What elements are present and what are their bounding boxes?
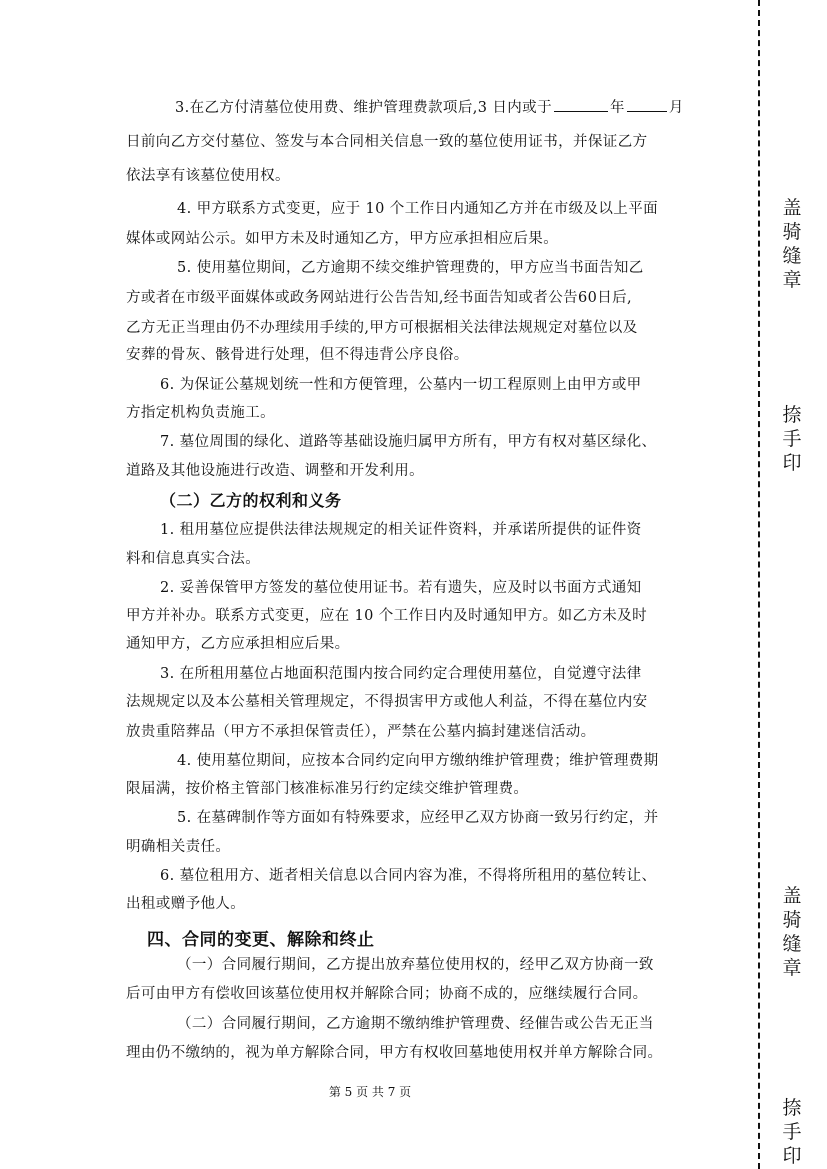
body-line: 通知甲方，乙方应承担相应后果。: [126, 636, 350, 652]
thumbprint-label-top: [780, 403, 804, 475]
seal-char: 骑: [782, 221, 802, 243]
thumb-char: 印: [782, 1145, 802, 1167]
body-line: 出租或赠予他人。: [126, 896, 246, 912]
body-line: 依法享有该墓位使用权。: [126, 168, 290, 184]
heading-section-4: 四、合同的变更、解除和终止: [147, 930, 375, 950]
body-line: 6. 墓位租用方、逝者相关信息以合同内容为准，不得将所租用的墓位转让、: [160, 868, 657, 884]
body-line: 5. 在墓碑制作等方面如有特殊要求，应经甲乙双方协商一致另行约定，并: [177, 810, 659, 826]
body-line: 3. 在所租用墓位占地面积范围内按合同约定合理使用墓位，自觉遵守法律: [160, 666, 642, 682]
seam-seal-label-bottom: [780, 884, 804, 980]
seam-seal-label-top: [780, 196, 804, 292]
blank-year-field: [554, 97, 608, 112]
seal-char: 骑: [782, 909, 802, 931]
body-line: 6. 为保证公墓规划统一性和方便管理，公墓内一切工程原则上由甲方或甲: [160, 377, 642, 393]
body-line: 日前向乙方交付墓位、签发与本合同相关信息一致的墓位使用证书，并保证乙方: [126, 134, 648, 150]
body-line: 甲方并补办。联系方式变更，应在 10 个工作日内及时通知甲方。如乙方未及时: [126, 608, 647, 624]
clause-a3-line1: [175, 97, 735, 118]
body-line: 1. 租用墓位应提供法律法规规定的相关证件资料，并承诺所提供的证件资: [160, 522, 642, 538]
body-line: 4. 使用墓位期间，应按本合同约定向甲方缴纳维护管理费；维护管理费期: [177, 753, 659, 769]
body-line: 方指定机构负责施工。: [126, 405, 275, 421]
thumb-char: 捺: [782, 1097, 802, 1119]
body-line: 媒体或网站公示。如甲方未及时通知乙方，甲方应承担相应后果。: [126, 231, 559, 247]
seal-char: 章: [782, 957, 802, 979]
thumb-char: 捺: [782, 404, 802, 426]
body-line: 道路及其他设施进行改造、调整和开发利用。: [126, 463, 424, 479]
body-line: 法规规定以及本公墓相关管理规定，不得损害甲方或他人利益，不得在墓位内安: [126, 694, 648, 710]
thumbprint-label-bottom: [780, 1096, 804, 1168]
body-line: （一）合同履行期间，乙方提出放弃墓位使用权的，经甲乙双方协商一致: [177, 957, 654, 973]
seal-char: 盖: [782, 197, 802, 219]
heading-party-b-rights: （二）乙方的权利和义务: [160, 491, 342, 510]
body-line: 乙方无正当理由仍不办理续用手续的,甲方可根据相关法律法规规定对墓位以及: [126, 320, 638, 336]
body-line: 限届满，按价格主管部门核准标准另行约定续交维护管理费。: [126, 781, 529, 797]
thumb-char: 印: [782, 452, 802, 474]
body-line: 后可由甲方有偿收回该墓位使用权并解除合同；协商不成的，应继续履行合同。: [126, 986, 648, 1002]
clause-a3-text: 3.在乙方付清墓位使用费、维护管理费款项后,3 日内或于: [175, 100, 552, 116]
seal-char: 章: [782, 269, 802, 291]
thumb-char: 手: [782, 428, 802, 450]
year-label: 年: [609, 100, 625, 116]
seal-char: 盖: [782, 885, 802, 907]
seal-char: 缝: [782, 245, 802, 267]
page-footer: 第 5 页 共 7 页: [328, 1085, 412, 1099]
body-line: 2. 妥善保管甲方签发的墓位使用证书。若有遗失，应及时以书面方式通知: [160, 580, 642, 596]
body-line: 方或者在市级平面媒体或政务网站进行公告告知,经书面告知或者公告60日后,: [126, 290, 633, 306]
body-line: 7. 墓位周围的绿化、道路等基础设施归属甲方所有，甲方有权对墓区绿化、: [160, 434, 657, 450]
body-line: 料和信息真实合法。: [126, 551, 261, 567]
body-line: 明确相关责任。: [126, 839, 231, 855]
month-label: 月: [668, 100, 684, 116]
thumb-char: 手: [782, 1121, 802, 1143]
blank-month-field: [627, 97, 667, 112]
body-line: 理由仍不缴纳的，视为单方解除合同，甲方有权收回墓地使用权并单方解除合同。: [126, 1045, 663, 1061]
body-line: 5. 使用墓位期间，乙方逾期不续交维护管理费的，甲方应当书面告知乙: [177, 260, 644, 276]
body-line: 安葬的骨灰、骸骨进行处理，但不得违背公序良俗。: [126, 347, 469, 363]
body-line: 放贵重陪葬品（甲方不承担保管责任），严禁在公墓内搞封建迷信活动。: [126, 724, 596, 740]
seam-dashed-line: [758, 0, 760, 1169]
seal-char: 缝: [782, 933, 802, 955]
body-line: 4. 甲方联系方式变更，应于 10 个工作日内通知乙方并在市级及以上平面: [177, 201, 659, 217]
body-line: （二）合同履行期间，乙方逾期不缴纳维护管理费、经催告或公告无正当: [177, 1016, 654, 1032]
